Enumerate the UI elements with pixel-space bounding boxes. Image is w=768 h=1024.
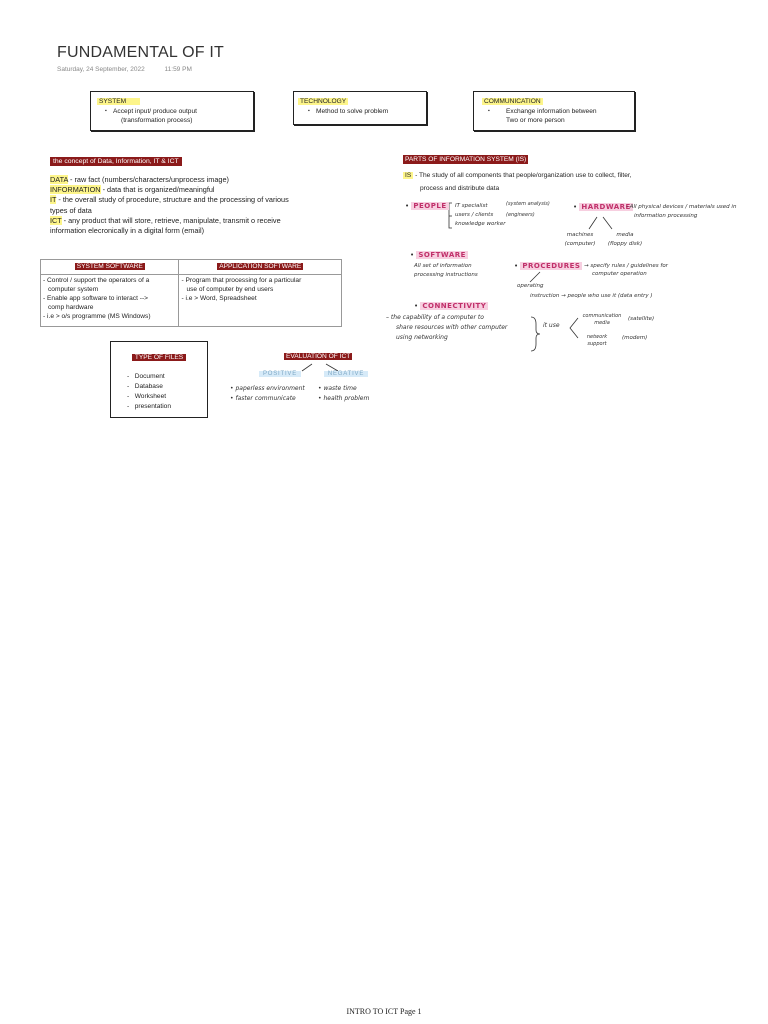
- files-item-text: Database: [134, 382, 163, 390]
- application-software-cell: [179, 275, 342, 327]
- comm-media: communication media: [582, 313, 622, 326]
- concept-item-data: [50, 175, 350, 185]
- instruction-text: instruction → people who use it (: [530, 293, 620, 299]
- hardware-branch: (floppy disk): [607, 241, 643, 247]
- negative-item-text: waste time: [323, 385, 357, 392]
- files-item-text: Document: [134, 372, 165, 380]
- communication-box: [473, 91, 635, 131]
- connectivity-desc-line: – the capability of a computer to: [386, 314, 484, 321]
- type-of-files-box: [110, 341, 208, 418]
- files-item: - Document: [127, 372, 165, 380]
- connectivity-label: CONNECTIVITY: [422, 302, 487, 310]
- concept-heading: the concept of Data, Information, IT & ICT: [50, 157, 182, 166]
- procedures-desc: [584, 262, 668, 278]
- system-bullet-cont: (transformation process): [121, 117, 193, 124]
- software-desc-line: All set of information: [414, 263, 472, 269]
- files-item-text: Worksheet: [134, 392, 167, 400]
- people-note: (engineers): [506, 212, 535, 218]
- page-meta: [57, 66, 210, 73]
- page-title: FUNDAMENTAL OF IT: [57, 44, 224, 61]
- instruction-line: [530, 293, 653, 299]
- table-line: - Program that processing for a particular: [181, 277, 302, 285]
- positive-label: POSITIVE: [259, 371, 301, 377]
- term-it: IT: [50, 195, 57, 205]
- software-desc-line: processing instructions: [414, 272, 478, 278]
- people-note: (system analysis): [506, 201, 550, 207]
- page-time: 11:59 PM: [164, 66, 192, 73]
- concept-item-it: [50, 195, 350, 205]
- hardware-desc-line: information processing: [634, 213, 698, 219]
- is-term: IS: [405, 172, 412, 179]
- negative-item: • health problem: [318, 395, 370, 402]
- system-box: [90, 91, 254, 131]
- page-footer: INTRO TO ICT Page 1: [346, 1007, 422, 1016]
- software-desc: [414, 262, 478, 280]
- hardware-branch: machines: [566, 232, 594, 238]
- positive-item-text: paperless environment: [235, 385, 305, 392]
- positive-item: • faster communicate: [230, 395, 296, 402]
- is-intro-cont: process and distribute data: [420, 185, 500, 192]
- evaluation-heading-wrap: [284, 352, 352, 362]
- concept-item-ict-cont: information elecronically in a digital form (email): [50, 226, 205, 236]
- negative-list: [318, 384, 369, 404]
- term-information: INFORMATION: [50, 185, 101, 195]
- table-line: comp hardware: [48, 304, 94, 312]
- communication-label: COMMUNICATION: [484, 98, 541, 105]
- communication-bullet: ▪ Exchange information between: [474, 107, 634, 117]
- procedures-label-wrap: • PROCEDURES: [514, 262, 581, 270]
- text-information: - data that is organized/meaningful: [100, 185, 215, 195]
- positive-list: [230, 384, 305, 404]
- page-date: Saturday, 24 September, 2022: [57, 66, 145, 73]
- procedures-desc-line: computer operation: [592, 271, 647, 277]
- instruction-end: data entry ): [620, 293, 653, 299]
- positive-item-text: faster communicate: [235, 395, 296, 402]
- technology-label: TECHNOLOGY: [300, 98, 347, 105]
- technology-box: [293, 91, 427, 125]
- concept-item-ict: [50, 216, 350, 226]
- people-notes: [506, 200, 550, 219]
- term-ict: ICT: [50, 215, 62, 225]
- text-it: - the overall study of procedure, structure and the processing of various: [56, 195, 289, 205]
- evaluation-heading: EVALUATION OF ICT: [286, 353, 351, 360]
- people-item: users / clients: [455, 212, 494, 218]
- files-item: - Worksheet: [127, 392, 167, 400]
- files-heading: TYPE OF FILES: [132, 354, 186, 361]
- people-item: IT specialist: [455, 203, 488, 209]
- concept-item-information: [50, 185, 350, 195]
- files-item: - presentation: [127, 402, 171, 410]
- it-use: it use: [543, 322, 560, 329]
- application-software-header: APPLICATION SOFTWARE: [219, 263, 302, 270]
- connectivity-desc-line: using networking: [396, 334, 448, 341]
- people-item: knowledge worker: [455, 221, 506, 227]
- communication-bullet-cont: Two or more person: [506, 117, 565, 124]
- hardware-branch: media: [616, 232, 634, 238]
- term-data: DATA: [50, 175, 68, 184]
- is-heading-wrap: [403, 155, 528, 165]
- operating-text: operating: [517, 283, 544, 289]
- software-label-wrap: • SOFTWARE: [410, 251, 466, 259]
- table-line: - Enable app software to interact -->: [43, 295, 149, 303]
- people-label: PEOPLE: [413, 202, 447, 210]
- system-software-cell: [41, 275, 179, 327]
- table-line: computer system: [48, 286, 99, 294]
- system-software-header: SYSTEM SOFTWARE: [76, 263, 143, 270]
- negative-label: NEGATIVE: [324, 371, 368, 377]
- is-heading: PARTS OF INFORMATION SYSTEM (IS): [405, 156, 527, 163]
- technology-bullet: ▪ Method to solve problem: [294, 107, 426, 117]
- table-line: - i.e > Word, Spreadsheet: [181, 295, 257, 303]
- files-item: - Database: [127, 382, 163, 390]
- positive-label-wrap: [256, 371, 304, 377]
- procedures-desc-line: → specify rules / guidelines for: [584, 263, 668, 269]
- files-item-text: presentation: [134, 402, 171, 410]
- hardware-desc: [626, 203, 766, 221]
- is-intro-text: - The study of all components that people/organization use to collect, filter,: [413, 172, 632, 179]
- positive-item: • paperless environment: [230, 385, 305, 392]
- is-intro: [403, 169, 758, 195]
- software-label: SOFTWARE: [418, 251, 466, 259]
- hardware-branch: (computer): [564, 241, 596, 247]
- hardware-desc-line: - All physical devices / materials used in: [626, 204, 737, 210]
- concept-item-it-cont: types of data: [50, 205, 92, 215]
- text-data: - raw fact (numbers/characters/unprocess image): [67, 175, 229, 184]
- text-ict: - any product that will store, retrieve, manipulate, transmit o receive: [61, 215, 281, 225]
- satellite: (satellite): [628, 316, 655, 322]
- people-items: [455, 202, 506, 229]
- concept-heading-wrap: [50, 156, 182, 167]
- negative-item-text: health problem: [323, 395, 370, 402]
- hardware-label-wrap: • HARDWARE: [573, 203, 631, 211]
- connectivity-desc-line: share resources with other computer: [396, 324, 508, 331]
- software-table: [40, 259, 342, 327]
- software-table-wrap: [40, 259, 342, 327]
- concept-list: [50, 175, 350, 236]
- table-line: - i.e > o/s programme (MS Windows): [43, 313, 151, 321]
- modem: (modem): [622, 335, 648, 341]
- connectivity-label-wrap: • CONNECTIVITY: [414, 302, 487, 310]
- hardware-label: HARDWARE: [581, 203, 631, 211]
- connectivity-desc: [386, 313, 507, 343]
- network-support: network support: [586, 334, 608, 347]
- people-label-wrap: • PEOPLE: [405, 202, 447, 210]
- table-line: use of computer by end users: [186, 286, 274, 294]
- hardware-media: [600, 231, 650, 249]
- procedures-label: PROCEDURES: [522, 262, 581, 270]
- hardware-machines: [560, 231, 600, 249]
- system-bullet: ▪ Accept input/ produce output: [91, 107, 253, 117]
- table-line: - Control / support the operators of a: [43, 277, 150, 285]
- negative-item: • waste time: [318, 385, 357, 392]
- system-label: SYSTEM: [97, 98, 140, 105]
- negative-label-wrap: [320, 371, 372, 377]
